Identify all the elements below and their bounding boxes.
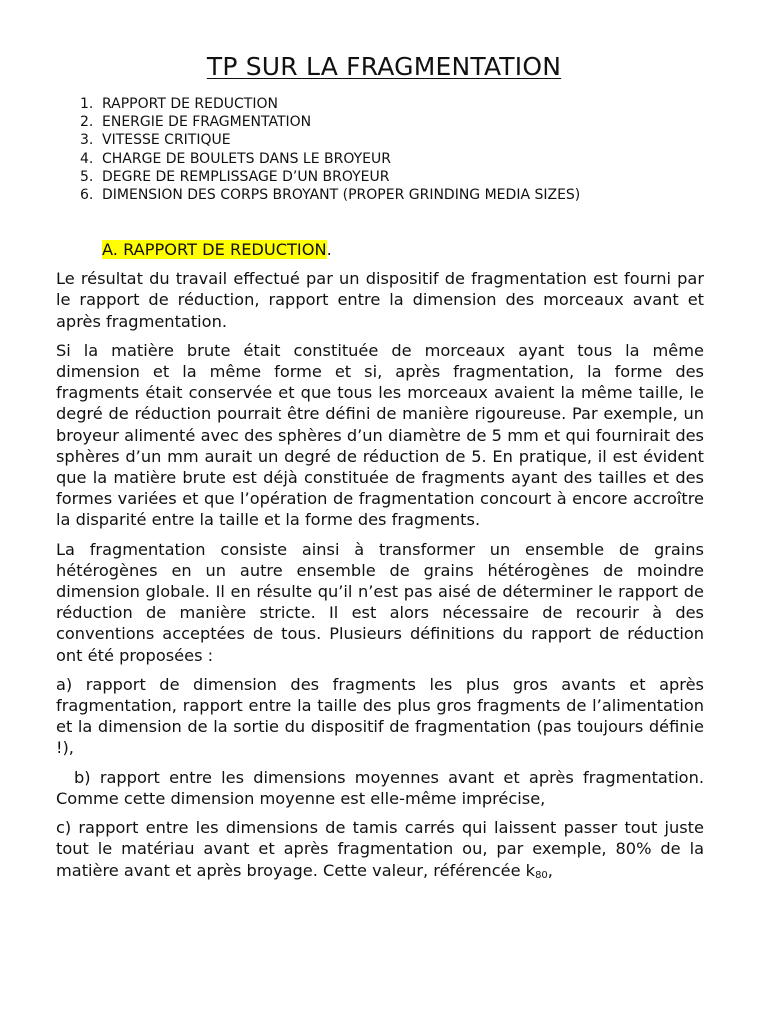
paragraph-end: , <box>547 860 553 880</box>
toc-item-number: 1. <box>80 96 94 112</box>
toc-item-number: 5. <box>80 168 94 185</box>
paragraph: Le résultat du travail effectué par un dispositif de fragmentation est fourni par le rapport de réduction, rapport entre la dimension des morceaux avant et après fragmentation. <box>56 269 704 331</box>
toc-item-number: 2. <box>80 114 94 131</box>
toc-item-number: 4. <box>80 150 94 167</box>
paragraph: Si la matière brute était constituée de morceaux ayant tous la même dimension et la même forme et si, après fragmentation, la forme des fragments était conservée et que tous les morceaux avaient la même taille, le degré de réduction pourrait être défini de manière rigoureuse. Par exemple, un broyeur alimenté avec des sphères d’un diamètre de 5 mm et qui fournirait des sphères d’un mm aurait un degré de réduction de 5. En pratique, il est évident que la matière brute est déjà constituée de fragments ayant des tailles et des formes variées et que l’opération de fragmentation concourt à encore accroître la disparité entre la taille et la forme des fragments. <box>56 340 704 530</box>
paragraph <box>56 817 704 886</box>
paragraph: b) rapport entre les dimensions moyennes avant et après fragmentation. Comme cette dimension moyenne est elle-même imprécise, <box>56 767 704 808</box>
toc-item <box>80 150 704 168</box>
section-heading <box>102 240 704 260</box>
highlighted-heading-text: A. RAPPORT DE REDUCTION <box>102 240 327 260</box>
subscript: 80 <box>535 869 548 881</box>
paragraph-text: c) rapport entre les dimensions de tamis carrés qui laissent passer tout juste tout le matériau avant et après fragmentation ou, par exemple, 80% de la matière avant et après broyage. Cette valeur, référencée k <box>56 818 704 880</box>
paragraph: La fragmentation consiste ainsi à transformer un ensemble de grains hétérogènes en un autre ensemble de grains hétérogènes de moindre dimension globale. Il en résulte qu’il n’est pas aisé de déterminer le rapport de réduction de manière stricte. Il est alors nécessaire de recourir à des conventions acceptées de tous. Plusieurs définitions du rapport de réduction ont été proposées : <box>56 539 704 665</box>
toc-item-number: 6. <box>80 187 94 204</box>
toc-item <box>80 131 704 149</box>
toc-item-label: VITESSE CRITIQUE <box>102 132 231 149</box>
page-title: TP SUR LA FRAGMENTATION <box>206 52 562 81</box>
toc-item <box>80 168 704 186</box>
toc-item-label: RAPPORT DE REDUCTION <box>102 96 278 112</box>
toc-item <box>80 95 704 113</box>
toc-item-label: CHARGE DE BOULETS DANS LE BROYEUR <box>102 150 391 167</box>
toc-item-label: ENERGIE DE FRAGMENTATION <box>102 114 312 131</box>
toc-item-number: 3. <box>80 132 94 149</box>
paragraph: a) rapport de dimension des fragments les plus gros avants et après fragmentation, rapport entre la taille des plus gros fragments de l’alimentation et la dimension de la sortie du dispositif de fragmentation (pas toujours définie !), <box>56 674 704 758</box>
table-of-contents <box>56 95 704 204</box>
toc-item-label: DIMENSION DES CORPS BROYANT (PROPER GRINDING MEDIA SIZES) <box>102 187 581 204</box>
toc-item <box>80 113 704 131</box>
toc-item-label: DEGRE DE REMPLISSAGE D’UN BROYEUR <box>102 168 390 185</box>
heading-suffix: . <box>326 240 332 260</box>
toc-item <box>80 186 704 204</box>
